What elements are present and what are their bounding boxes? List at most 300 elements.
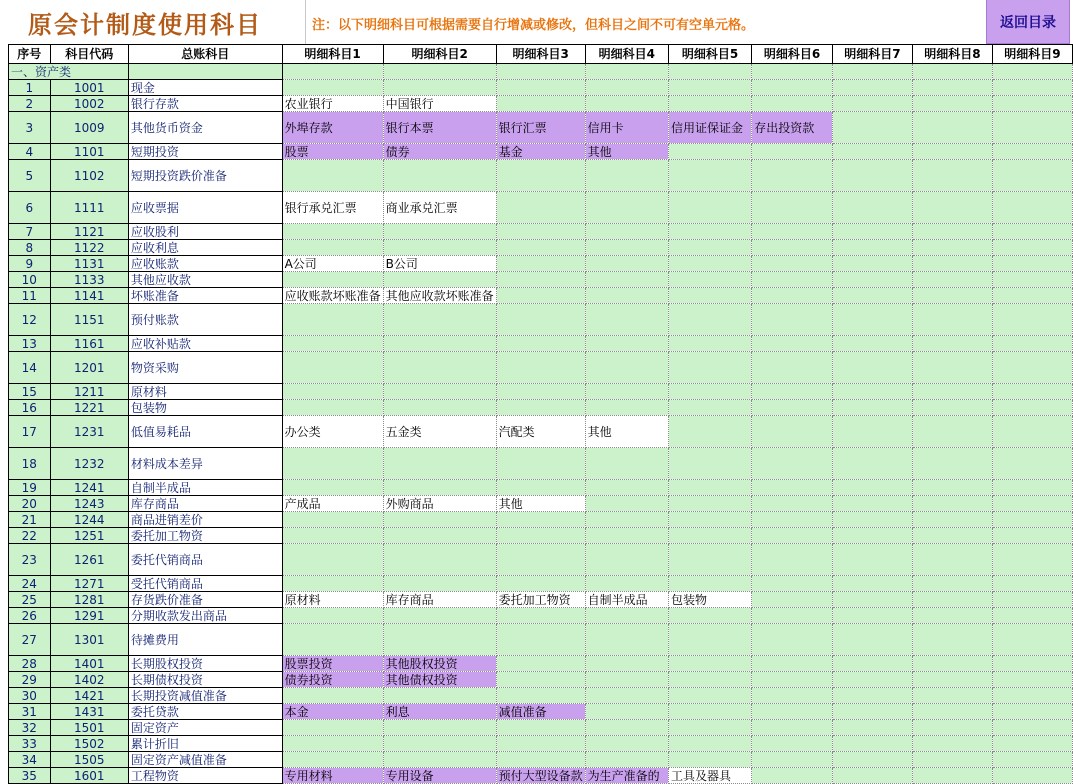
detail-account-cell[interactable]: 减值准备 bbox=[496, 704, 585, 720]
detail-account-cell[interactable] bbox=[383, 160, 496, 192]
detail-account-cell[interactable] bbox=[668, 496, 751, 512]
row-number-cell[interactable]: 22 bbox=[9, 528, 51, 544]
account-code-cell[interactable]: 1421 bbox=[50, 688, 128, 704]
account-code-cell[interactable]: 1009 bbox=[50, 112, 128, 144]
detail-account-cell[interactable] bbox=[832, 240, 912, 256]
detail-account-cell[interactable] bbox=[282, 688, 383, 704]
detail-account-cell[interactable] bbox=[282, 576, 383, 592]
account-name-cell[interactable]: 待摊费用 bbox=[128, 624, 282, 656]
account-name-cell[interactable]: 应收账款 bbox=[128, 256, 282, 272]
detail-account-cell[interactable] bbox=[752, 672, 833, 688]
detail-account-cell[interactable] bbox=[585, 352, 668, 384]
row-number-cell[interactable]: 13 bbox=[9, 336, 51, 352]
detail-account-cell[interactable] bbox=[282, 160, 383, 192]
account-code-cell[interactable]: 1291 bbox=[50, 608, 128, 624]
detail-account-cell[interactable] bbox=[832, 768, 912, 784]
detail-account-cell[interactable] bbox=[668, 384, 751, 400]
detail-account-cell[interactable] bbox=[282, 608, 383, 624]
row-number-cell[interactable]: 26 bbox=[9, 608, 51, 624]
detail-account-cell[interactable] bbox=[752, 656, 833, 672]
account-name-cell[interactable]: 低值易耗品 bbox=[128, 416, 282, 448]
detail-account-cell[interactable] bbox=[282, 400, 383, 416]
detail-account-cell[interactable] bbox=[383, 608, 496, 624]
detail-account-cell[interactable] bbox=[585, 528, 668, 544]
account-code-cell[interactable]: 1244 bbox=[50, 512, 128, 528]
detail-account-cell[interactable] bbox=[832, 624, 912, 656]
detail-account-cell[interactable] bbox=[383, 352, 496, 384]
detail-account-cell[interactable] bbox=[383, 304, 496, 336]
detail-account-cell[interactable] bbox=[832, 288, 912, 304]
row-number-cell[interactable]: 32 bbox=[9, 720, 51, 736]
detail-account-cell[interactable] bbox=[912, 688, 992, 704]
account-code-cell[interactable]: 1231 bbox=[50, 416, 128, 448]
detail-account-cell[interactable] bbox=[752, 272, 833, 288]
detail-account-cell[interactable] bbox=[585, 720, 668, 736]
detail-account-cell[interactable] bbox=[585, 160, 668, 192]
table-cell[interactable] bbox=[752, 64, 833, 80]
detail-account-cell[interactable] bbox=[992, 592, 1072, 608]
row-number-cell[interactable]: 16 bbox=[9, 400, 51, 416]
detail-account-cell[interactable] bbox=[496, 576, 585, 592]
detail-account-cell[interactable] bbox=[383, 480, 496, 496]
detail-account-cell[interactable] bbox=[585, 496, 668, 512]
detail-account-cell[interactable] bbox=[282, 736, 383, 752]
table-cell[interactable] bbox=[832, 64, 912, 80]
detail-account-cell[interactable] bbox=[668, 192, 751, 224]
detail-account-cell[interactable] bbox=[912, 112, 992, 144]
detail-account-cell[interactable] bbox=[496, 624, 585, 656]
account-name-cell[interactable]: 分期收款发出商品 bbox=[128, 608, 282, 624]
row-number-cell[interactable]: 19 bbox=[9, 480, 51, 496]
detail-account-cell[interactable] bbox=[832, 752, 912, 768]
row-number-cell[interactable]: 20 bbox=[9, 496, 51, 512]
detail-account-cell[interactable]: 自制半成品 bbox=[585, 592, 668, 608]
detail-account-cell[interactable] bbox=[912, 768, 992, 784]
detail-account-cell[interactable] bbox=[496, 160, 585, 192]
detail-account-cell[interactable] bbox=[752, 768, 833, 784]
detail-account-cell[interactable] bbox=[992, 544, 1072, 576]
detail-account-cell[interactable]: 包装物 bbox=[668, 592, 751, 608]
detail-account-cell[interactable] bbox=[496, 480, 585, 496]
detail-account-cell[interactable] bbox=[383, 512, 496, 528]
detail-account-cell[interactable] bbox=[832, 576, 912, 592]
detail-account-cell[interactable] bbox=[496, 384, 585, 400]
detail-account-cell[interactable] bbox=[585, 240, 668, 256]
detail-account-cell[interactable] bbox=[752, 224, 833, 240]
detail-account-cell[interactable] bbox=[752, 704, 833, 720]
account-code-cell[interactable]: 1251 bbox=[50, 528, 128, 544]
detail-account-cell[interactable] bbox=[992, 656, 1072, 672]
detail-account-cell[interactable]: 基金 bbox=[496, 144, 585, 160]
detail-account-cell[interactable]: 办公类 bbox=[282, 416, 383, 448]
detail-account-cell[interactable] bbox=[668, 352, 751, 384]
detail-account-cell[interactable] bbox=[992, 608, 1072, 624]
detail-account-cell[interactable] bbox=[383, 272, 496, 288]
detail-account-cell[interactable] bbox=[668, 720, 751, 736]
detail-account-cell[interactable] bbox=[752, 592, 833, 608]
detail-account-cell[interactable] bbox=[912, 496, 992, 512]
detail-account-cell[interactable] bbox=[282, 240, 383, 256]
account-name-cell[interactable]: 委托代销商品 bbox=[128, 544, 282, 576]
detail-account-cell[interactable]: 信用卡 bbox=[585, 112, 668, 144]
detail-account-cell[interactable] bbox=[912, 576, 992, 592]
detail-account-cell[interactable] bbox=[383, 736, 496, 752]
detail-account-cell[interactable] bbox=[832, 656, 912, 672]
row-number-cell[interactable]: 8 bbox=[9, 240, 51, 256]
account-code-cell[interactable]: 1133 bbox=[50, 272, 128, 288]
detail-account-cell[interactable] bbox=[832, 688, 912, 704]
table-cell[interactable] bbox=[496, 64, 585, 80]
detail-account-cell[interactable] bbox=[668, 224, 751, 240]
detail-account-cell[interactable] bbox=[668, 144, 751, 160]
detail-account-cell[interactable] bbox=[992, 96, 1072, 112]
detail-account-cell[interactable] bbox=[992, 672, 1072, 688]
detail-account-cell[interactable] bbox=[585, 384, 668, 400]
detail-account-cell[interactable] bbox=[282, 336, 383, 352]
detail-account-cell[interactable] bbox=[912, 512, 992, 528]
account-name-cell[interactable]: 受托代销商品 bbox=[128, 576, 282, 592]
detail-account-cell[interactable] bbox=[668, 480, 751, 496]
account-code-cell[interactable]: 1271 bbox=[50, 576, 128, 592]
detail-account-cell[interactable] bbox=[496, 672, 585, 688]
detail-account-cell[interactable] bbox=[383, 240, 496, 256]
detail-account-cell[interactable] bbox=[992, 528, 1072, 544]
row-number-cell[interactable]: 6 bbox=[9, 192, 51, 224]
account-name-cell[interactable]: 材料成本差异 bbox=[128, 448, 282, 480]
detail-account-cell[interactable] bbox=[585, 192, 668, 224]
detail-account-cell[interactable] bbox=[912, 448, 992, 480]
detail-account-cell[interactable] bbox=[992, 256, 1072, 272]
detail-account-cell[interactable] bbox=[912, 336, 992, 352]
detail-account-cell[interactable] bbox=[496, 304, 585, 336]
detail-account-cell[interactable] bbox=[992, 720, 1072, 736]
detail-account-cell[interactable] bbox=[496, 608, 585, 624]
detail-account-cell[interactable] bbox=[668, 752, 751, 768]
detail-account-cell[interactable] bbox=[585, 656, 668, 672]
detail-account-cell[interactable] bbox=[496, 528, 585, 544]
row-number-cell[interactable]: 3 bbox=[9, 112, 51, 144]
table-cell[interactable] bbox=[128, 64, 282, 80]
detail-account-cell[interactable] bbox=[496, 736, 585, 752]
detail-account-cell[interactable]: 农业银行 bbox=[282, 96, 383, 112]
detail-account-cell[interactable] bbox=[912, 592, 992, 608]
detail-account-cell[interactable] bbox=[585, 480, 668, 496]
detail-account-cell[interactable] bbox=[912, 672, 992, 688]
detail-account-cell[interactable] bbox=[992, 496, 1072, 512]
detail-account-cell[interactable] bbox=[912, 704, 992, 720]
detail-account-cell[interactable] bbox=[912, 528, 992, 544]
detail-account-cell[interactable] bbox=[752, 240, 833, 256]
account-code-cell[interactable]: 1151 bbox=[50, 304, 128, 336]
detail-account-cell[interactable] bbox=[832, 272, 912, 288]
detail-account-cell[interactable] bbox=[668, 240, 751, 256]
row-number-cell[interactable]: 1 bbox=[9, 80, 51, 96]
section-label[interactable]: 一、资产类 bbox=[9, 64, 129, 80]
detail-account-cell[interactable] bbox=[832, 672, 912, 688]
detail-account-cell[interactable] bbox=[585, 736, 668, 752]
detail-account-cell[interactable]: 银行汇票 bbox=[496, 112, 585, 144]
detail-account-cell[interactable] bbox=[668, 400, 751, 416]
detail-account-cell[interactable]: 应收账款坏账准备 bbox=[282, 288, 383, 304]
detail-account-cell[interactable] bbox=[668, 80, 751, 96]
detail-account-cell[interactable] bbox=[832, 336, 912, 352]
detail-account-cell[interactable] bbox=[912, 352, 992, 384]
detail-account-cell[interactable] bbox=[912, 304, 992, 336]
detail-account-cell[interactable] bbox=[282, 272, 383, 288]
detail-account-cell[interactable] bbox=[383, 528, 496, 544]
detail-account-cell[interactable]: 商业承兑汇票 bbox=[383, 192, 496, 224]
account-name-cell[interactable]: 长期债权投资 bbox=[128, 672, 282, 688]
account-name-cell[interactable]: 应收股利 bbox=[128, 224, 282, 240]
detail-account-cell[interactable] bbox=[282, 624, 383, 656]
account-code-cell[interactable]: 1101 bbox=[50, 144, 128, 160]
account-name-cell[interactable]: 固定资产 bbox=[128, 720, 282, 736]
detail-account-cell[interactable] bbox=[912, 416, 992, 448]
detail-account-cell[interactable] bbox=[992, 688, 1072, 704]
detail-account-cell[interactable] bbox=[668, 672, 751, 688]
detail-account-cell[interactable] bbox=[752, 752, 833, 768]
detail-account-cell[interactable] bbox=[668, 256, 751, 272]
account-code-cell[interactable]: 1211 bbox=[50, 384, 128, 400]
detail-account-cell[interactable] bbox=[752, 96, 833, 112]
detail-account-cell[interactable] bbox=[992, 752, 1072, 768]
detail-account-cell[interactable] bbox=[992, 704, 1072, 720]
account-code-cell[interactable]: 1141 bbox=[50, 288, 128, 304]
detail-account-cell[interactable] bbox=[912, 224, 992, 240]
detail-account-cell[interactable] bbox=[585, 400, 668, 416]
account-code-cell[interactable]: 1243 bbox=[50, 496, 128, 512]
detail-account-cell[interactable]: 本金 bbox=[282, 704, 383, 720]
detail-account-cell[interactable] bbox=[282, 752, 383, 768]
account-name-cell[interactable]: 物资采购 bbox=[128, 352, 282, 384]
detail-account-cell[interactable] bbox=[832, 224, 912, 240]
row-number-cell[interactable]: 24 bbox=[9, 576, 51, 592]
account-code-cell[interactable]: 1501 bbox=[50, 720, 128, 736]
detail-account-cell[interactable] bbox=[585, 688, 668, 704]
row-number-cell[interactable]: 17 bbox=[9, 416, 51, 448]
account-code-cell[interactable]: 1261 bbox=[50, 544, 128, 576]
detail-account-cell[interactable] bbox=[992, 736, 1072, 752]
detail-account-cell[interactable] bbox=[585, 624, 668, 656]
detail-account-cell[interactable] bbox=[282, 304, 383, 336]
detail-account-cell[interactable] bbox=[912, 624, 992, 656]
detail-account-cell[interactable] bbox=[668, 448, 751, 480]
account-code-cell[interactable]: 1122 bbox=[50, 240, 128, 256]
detail-account-cell[interactable] bbox=[668, 272, 751, 288]
detail-account-cell[interactable] bbox=[992, 384, 1072, 400]
row-number-cell[interactable]: 9 bbox=[9, 256, 51, 272]
detail-account-cell[interactable] bbox=[752, 736, 833, 752]
detail-account-cell[interactable] bbox=[752, 400, 833, 416]
row-number-cell[interactable]: 4 bbox=[9, 144, 51, 160]
detail-account-cell[interactable]: 工具及器具 bbox=[668, 768, 751, 784]
detail-account-cell[interactable] bbox=[752, 480, 833, 496]
detail-account-cell[interactable]: 为生产准备的 bbox=[585, 768, 668, 784]
detail-account-cell[interactable] bbox=[585, 304, 668, 336]
detail-account-cell[interactable] bbox=[496, 272, 585, 288]
detail-account-cell[interactable] bbox=[912, 160, 992, 192]
account-name-cell[interactable]: 短期投资 bbox=[128, 144, 282, 160]
detail-account-cell[interactable]: A公司 bbox=[282, 256, 383, 272]
detail-account-cell[interactable] bbox=[668, 160, 751, 192]
detail-account-cell[interactable] bbox=[282, 528, 383, 544]
detail-account-cell[interactable] bbox=[585, 272, 668, 288]
detail-account-cell[interactable] bbox=[585, 752, 668, 768]
detail-account-cell[interactable] bbox=[585, 80, 668, 96]
account-name-cell[interactable]: 应收票据 bbox=[128, 192, 282, 224]
detail-account-cell[interactable] bbox=[992, 272, 1072, 288]
account-code-cell[interactable]: 1402 bbox=[50, 672, 128, 688]
detail-account-cell[interactable]: 存出投资款 bbox=[752, 112, 833, 144]
detail-account-cell[interactable] bbox=[992, 576, 1072, 592]
detail-account-cell[interactable] bbox=[383, 624, 496, 656]
detail-account-cell[interactable] bbox=[832, 160, 912, 192]
detail-account-cell[interactable] bbox=[282, 544, 383, 576]
detail-account-cell[interactable]: 债券投资 bbox=[282, 672, 383, 688]
detail-account-cell[interactable] bbox=[585, 608, 668, 624]
account-code-cell[interactable]: 1002 bbox=[50, 96, 128, 112]
detail-account-cell[interactable] bbox=[668, 336, 751, 352]
detail-account-cell[interactable] bbox=[668, 624, 751, 656]
detail-account-cell[interactable]: B公司 bbox=[383, 256, 496, 272]
detail-account-cell[interactable]: 银行本票 bbox=[383, 112, 496, 144]
account-code-cell[interactable]: 1401 bbox=[50, 656, 128, 672]
account-name-cell[interactable]: 原材料 bbox=[128, 384, 282, 400]
table-cell[interactable] bbox=[912, 64, 992, 80]
detail-account-cell[interactable] bbox=[832, 400, 912, 416]
account-name-cell[interactable]: 长期股权投资 bbox=[128, 656, 282, 672]
detail-account-cell[interactable] bbox=[832, 736, 912, 752]
detail-account-cell[interactable] bbox=[668, 576, 751, 592]
detail-account-cell[interactable] bbox=[832, 592, 912, 608]
row-number-cell[interactable]: 15 bbox=[9, 384, 51, 400]
detail-account-cell[interactable] bbox=[832, 608, 912, 624]
detail-account-cell[interactable] bbox=[752, 496, 833, 512]
detail-account-cell[interactable] bbox=[992, 416, 1072, 448]
detail-account-cell[interactable] bbox=[752, 528, 833, 544]
detail-account-cell[interactable] bbox=[668, 304, 751, 336]
row-number-cell[interactable]: 12 bbox=[9, 304, 51, 336]
detail-account-cell[interactable] bbox=[912, 272, 992, 288]
detail-account-cell[interactable] bbox=[752, 192, 833, 224]
detail-account-cell[interactable] bbox=[585, 96, 668, 112]
detail-account-cell[interactable] bbox=[832, 480, 912, 496]
detail-account-cell[interactable] bbox=[752, 448, 833, 480]
detail-account-cell[interactable]: 其他股权投资 bbox=[383, 656, 496, 672]
detail-account-cell[interactable] bbox=[752, 688, 833, 704]
account-code-cell[interactable]: 1431 bbox=[50, 704, 128, 720]
detail-account-cell[interactable] bbox=[832, 384, 912, 400]
account-name-cell[interactable]: 库存商品 bbox=[128, 496, 282, 512]
account-name-cell[interactable]: 预付账款 bbox=[128, 304, 282, 336]
detail-account-cell[interactable] bbox=[496, 80, 585, 96]
detail-account-cell[interactable] bbox=[496, 656, 585, 672]
detail-account-cell[interactable] bbox=[912, 384, 992, 400]
table-cell[interactable] bbox=[585, 64, 668, 80]
row-number-cell[interactable]: 14 bbox=[9, 352, 51, 384]
detail-account-cell[interactable] bbox=[496, 192, 585, 224]
detail-account-cell[interactable] bbox=[668, 608, 751, 624]
row-number-cell[interactable]: 28 bbox=[9, 656, 51, 672]
account-name-cell[interactable]: 坏账准备 bbox=[128, 288, 282, 304]
detail-account-cell[interactable] bbox=[752, 352, 833, 384]
account-name-cell[interactable]: 应收补贴款 bbox=[128, 336, 282, 352]
detail-account-cell[interactable] bbox=[912, 288, 992, 304]
detail-account-cell[interactable]: 专用设备 bbox=[383, 768, 496, 784]
account-name-cell[interactable]: 工程物资 bbox=[128, 768, 282, 784]
detail-account-cell[interactable] bbox=[832, 512, 912, 528]
detail-account-cell[interactable] bbox=[668, 528, 751, 544]
account-name-cell[interactable]: 包装物 bbox=[128, 400, 282, 416]
detail-account-cell[interactable]: 外埠存款 bbox=[282, 112, 383, 144]
detail-account-cell[interactable] bbox=[912, 480, 992, 496]
detail-account-cell[interactable] bbox=[668, 544, 751, 576]
row-number-cell[interactable]: 25 bbox=[9, 592, 51, 608]
detail-account-cell[interactable] bbox=[992, 240, 1072, 256]
detail-account-cell[interactable] bbox=[752, 256, 833, 272]
detail-account-cell[interactable] bbox=[992, 400, 1072, 416]
detail-account-cell[interactable] bbox=[585, 224, 668, 240]
detail-account-cell[interactable] bbox=[383, 384, 496, 400]
detail-account-cell[interactable] bbox=[585, 256, 668, 272]
account-name-cell[interactable]: 其他应收款 bbox=[128, 272, 282, 288]
detail-account-cell[interactable] bbox=[752, 80, 833, 96]
detail-account-cell[interactable] bbox=[832, 112, 912, 144]
account-code-cell[interactable]: 1502 bbox=[50, 736, 128, 752]
detail-account-cell[interactable] bbox=[832, 192, 912, 224]
row-number-cell[interactable]: 31 bbox=[9, 704, 51, 720]
detail-account-cell[interactable] bbox=[752, 288, 833, 304]
detail-account-cell[interactable] bbox=[383, 576, 496, 592]
detail-account-cell[interactable]: 产成品 bbox=[282, 496, 383, 512]
detail-account-cell[interactable]: 库存商品 bbox=[383, 592, 496, 608]
detail-account-cell[interactable] bbox=[496, 256, 585, 272]
detail-account-cell[interactable] bbox=[282, 448, 383, 480]
detail-account-cell[interactable] bbox=[832, 304, 912, 336]
row-number-cell[interactable]: 33 bbox=[9, 736, 51, 752]
detail-account-cell[interactable] bbox=[383, 720, 496, 736]
detail-account-cell[interactable] bbox=[992, 160, 1072, 192]
detail-account-cell[interactable]: 利息 bbox=[383, 704, 496, 720]
detail-account-cell[interactable]: 外购商品 bbox=[383, 496, 496, 512]
detail-account-cell[interactable] bbox=[585, 336, 668, 352]
detail-account-cell[interactable] bbox=[383, 336, 496, 352]
detail-account-cell[interactable] bbox=[832, 416, 912, 448]
detail-account-cell[interactable] bbox=[496, 336, 585, 352]
detail-account-cell[interactable] bbox=[912, 752, 992, 768]
row-number-cell[interactable]: 27 bbox=[9, 624, 51, 656]
detail-account-cell[interactable] bbox=[585, 288, 668, 304]
detail-account-cell[interactable] bbox=[668, 688, 751, 704]
detail-account-cell[interactable] bbox=[752, 512, 833, 528]
account-code-cell[interactable]: 1241 bbox=[50, 480, 128, 496]
row-number-cell[interactable]: 10 bbox=[9, 272, 51, 288]
detail-account-cell[interactable]: 原材料 bbox=[282, 592, 383, 608]
detail-account-cell[interactable]: 预付大型设备款 bbox=[496, 768, 585, 784]
account-code-cell[interactable]: 1131 bbox=[50, 256, 128, 272]
account-name-cell[interactable]: 固定资产减值准备 bbox=[128, 752, 282, 768]
detail-account-cell[interactable] bbox=[383, 688, 496, 704]
detail-account-cell[interactable] bbox=[496, 752, 585, 768]
account-code-cell[interactable]: 1221 bbox=[50, 400, 128, 416]
row-number-cell[interactable]: 18 bbox=[9, 448, 51, 480]
detail-account-cell[interactable] bbox=[752, 304, 833, 336]
account-name-cell[interactable]: 银行存款 bbox=[128, 96, 282, 112]
detail-account-cell[interactable] bbox=[832, 144, 912, 160]
detail-account-cell[interactable] bbox=[992, 192, 1072, 224]
detail-account-cell[interactable]: 银行承兑汇票 bbox=[282, 192, 383, 224]
row-number-cell[interactable]: 2 bbox=[9, 96, 51, 112]
